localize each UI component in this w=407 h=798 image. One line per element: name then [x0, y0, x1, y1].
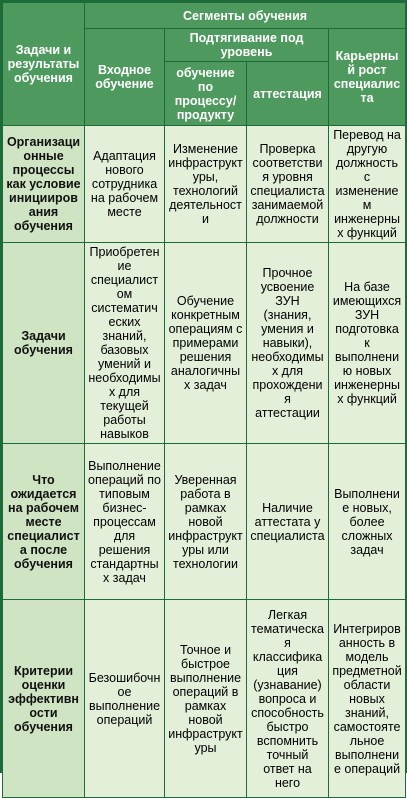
- table-cell: Прочное усвоение ЗУН (знания, умения и навыки), необходимых для прохождения аттестации: [247, 243, 329, 444]
- row-label: Критерии оценки эффективности обучения: [3, 600, 85, 798]
- row-label: Что ожидается на рабочем месте специалиста после обучения: [3, 444, 85, 600]
- corner-header: Задачи и результаты обучения: [3, 3, 85, 126]
- table-cell: Перевод на другую должность с изменением инженерных функций: [329, 126, 406, 243]
- table-cell: Выполнение новых, более сложных задач: [329, 444, 406, 600]
- table-cell: Уверенная работа в рамках новой инфраструктуры или технологии: [165, 444, 247, 600]
- upgrade-header: Подтягивание под уровень: [165, 29, 329, 62]
- table-cell: Выполнение операций по типовым бизнес-процессам для решения стандартных задач: [85, 444, 165, 600]
- table-cell: Приобретение специалистом систематических знаний, базовых умений и необходимых для текущей работы навыков: [85, 243, 165, 444]
- matrix: [2, 2, 406, 798]
- segments-header: Сегменты обучения: [85, 3, 406, 29]
- table-cell: Изменение инфраструктуры, технологий деятельности: [165, 126, 247, 243]
- table-cell: Адаптация нового сотрудника на рабочем месте: [85, 126, 165, 243]
- table-cell: Безошибочное выполнение операций: [85, 600, 165, 798]
- table-cell: Наличие аттестата у специалиста: [247, 444, 329, 600]
- process-training-header: обучение по процессу/продукту: [165, 62, 247, 126]
- table-cell: На базе имеющихся ЗУН подготовка к выполнению новых инженерных функций: [329, 243, 406, 444]
- table-cell: Проверка соответствия уровня специалиста занимаемой должности: [247, 126, 329, 243]
- table-cell: Точное и быстрое выполнение операций в рамках новой инфраструктуры: [165, 600, 247, 798]
- attestation-header: аттестация: [247, 62, 329, 126]
- table-cell: Интегрированность в модель предметной области новых знаний, самостоятельное выполнение операций: [329, 600, 406, 798]
- table-cell: Легкая тематическая классификация (узнавание) вопроса и способность быстро вспомнить точный ответ на него: [247, 600, 329, 798]
- row-label: Задачи обучения: [3, 243, 85, 444]
- row-label: Организационные процессы как условие инициирования обучения: [3, 126, 85, 243]
- career-header: Карьерный рост специалиста: [329, 29, 406, 126]
- entry-training-header: Входное обучение: [85, 29, 165, 126]
- table-cell: Обучение конкретным операциям с примерами решения аналогичных задач: [165, 243, 247, 444]
